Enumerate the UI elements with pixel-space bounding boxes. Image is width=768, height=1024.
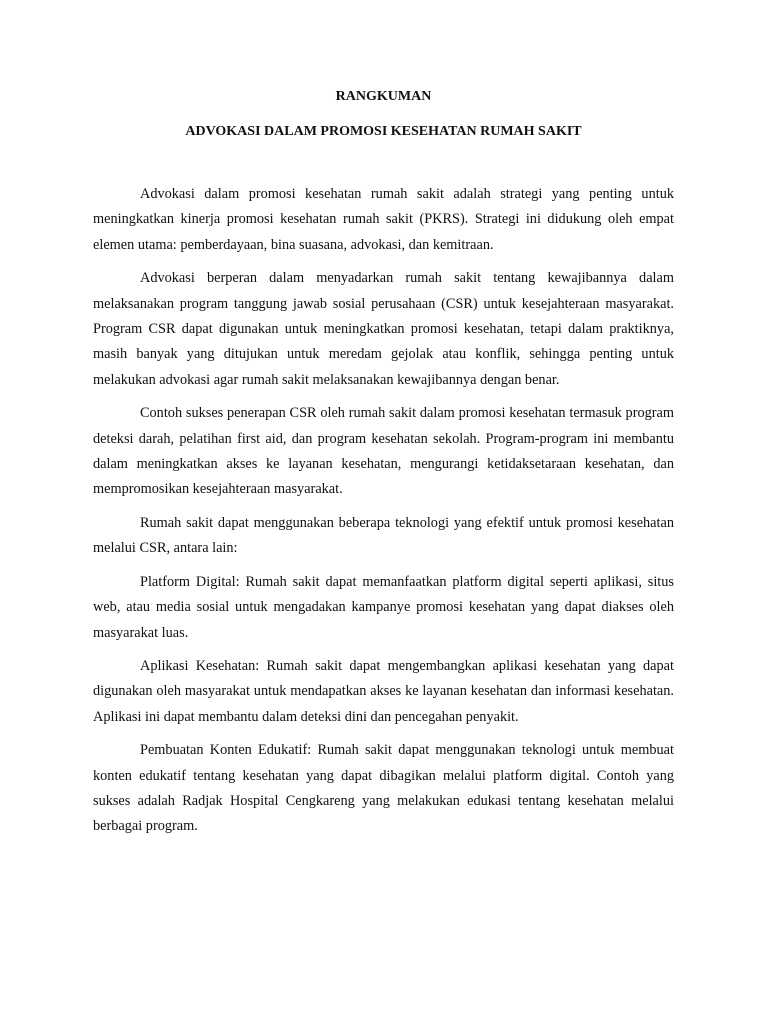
document-title: RANGKUMAN xyxy=(335,89,432,104)
paragraph-advocacy-role: Advokasi berperan dalam menyadarkan rumah sakit tentang kewajibannya dalam melaksanakan program tanggung jawab sosial perusahaan (CSR) untuk kesejahteraan masyarakat. Program CSR dapat digunakan untuk meningkatkan promosi kesehatan, tetapi dalam praktiknya, masih banyak yang ditujukan untuk meredam gejolak atau konflik, sehingga penting untuk melakukan advokasi agar rumah sakit melaksanakan kewajibannya dengan benar. xyxy=(93,270,674,388)
paragraph-csr-examples: Contoh sukses penerapan CSR oleh rumah sakit dalam promosi kesehatan termasuk program deteksi darah, pelatihan first aid, dan program kesehatan sekolah. Program-program ini membantu dalam meningkatkan akses ke layanan kesehatan, mengurangi ketidaksetaraan kesehatan, dan mempromosikan kesejahteraan masyarakat. xyxy=(93,405,674,498)
paragraph-educational-content: Pembuatan Konten Edukatif: Rumah sakit dapat menggunakan teknologi untuk membuat konten edukatif tentang kesehatan yang dapat dibagikan melalui platform digital. Contoh yang sukses adalah Radjak Hospital Cengkareng yang melakukan edukasi tentang kesehatan melalui berbagai program. xyxy=(93,742,674,835)
document-subtitle: ADVOKASI DALAM PROMOSI KESEHATAN RUMAH SAKIT xyxy=(185,124,582,139)
paragraph-digital-platform: Platform Digital: Rumah sakit dapat memanfaatkan platform digital seperti aplikasi, situs web, atau media sosial untuk mengadakan kampanye promosi kesehatan yang dapat diakses oleh masyarakat luas. xyxy=(93,573,674,641)
paragraph-technology-intro: Rumah sakit dapat menggunakan beberapa teknologi yang efektif untuk promosi kesehatan melalui CSR, antara lain: xyxy=(93,514,674,557)
paragraph-intro: Advokasi dalam promosi kesehatan rumah sakit adalah strategi yang penting untuk meningkatkan kinerja promosi kesehatan rumah sakit (PKRS). Strategi ini didukung oleh empat elemen utama: pemberdayaan, bina suasana, advokasi, dan kemitraan. xyxy=(93,186,674,253)
paragraph-health-app: Aplikasi Kesehatan: Rumah sakit dapat mengembangkan aplikasi kesehatan yang dapat digunakan oleh masyarakat untuk mendapatkan akses ke layanan kesehatan dan informasi kesehatan. Aplikasi ini dapat membantu dalam deteksi dini dan pencegahan penyakit. xyxy=(93,657,674,725)
document-page xyxy=(93,87,674,848)
